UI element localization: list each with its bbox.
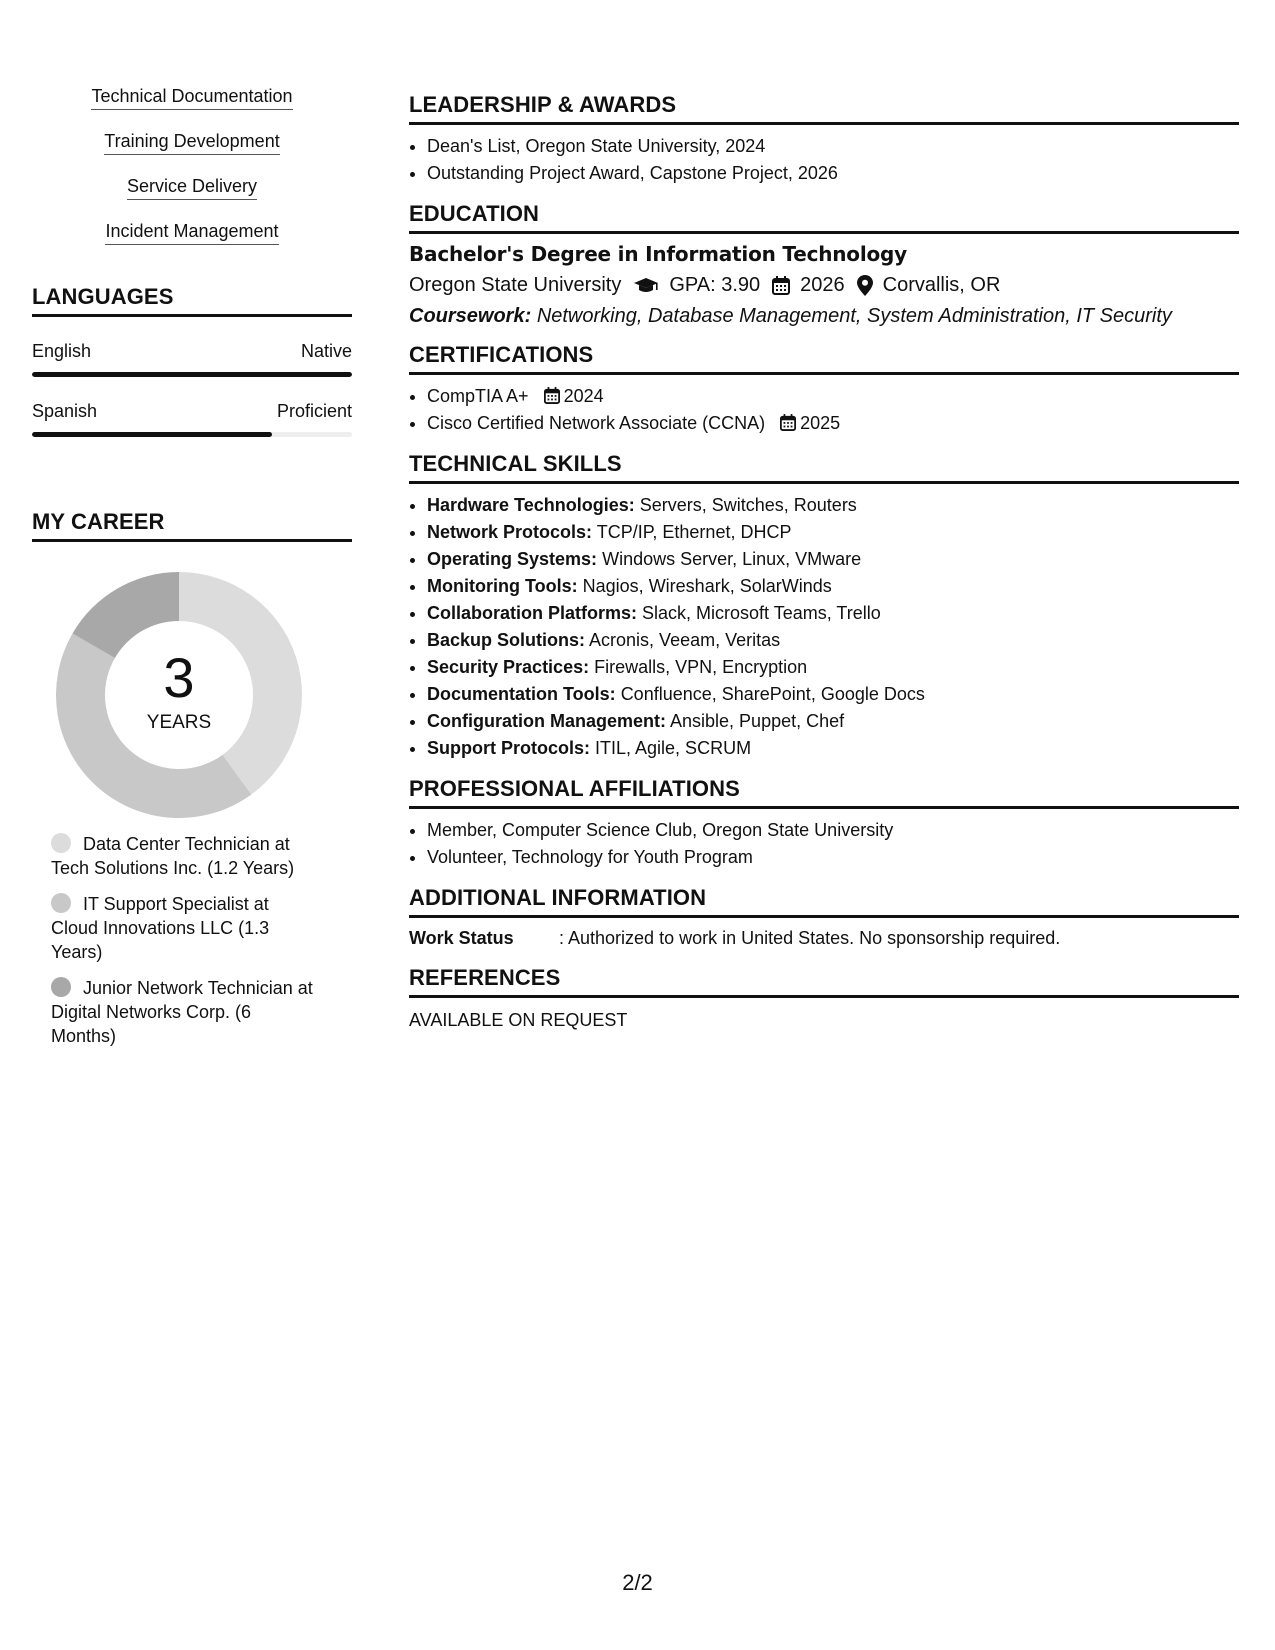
skill-value: Firewalls, VPN, Encryption: [594, 657, 808, 677]
school-name: Oregon State University: [409, 274, 622, 296]
skill-list: [32, 86, 352, 266]
skill-value: Ansible, Puppet, Chef: [670, 711, 845, 731]
languages-heading: LANGUAGES: [32, 284, 352, 317]
work-status-value: : Authorized to work in United States. No sponsorship required.: [559, 928, 1061, 948]
graduation-cap-icon: [633, 277, 659, 295]
coursework: [409, 305, 1239, 328]
list-item: [427, 492, 1239, 519]
skill-item[interactable]: Incident Management: [105, 221, 278, 245]
education-meta: [409, 274, 1239, 297]
skill-label: Documentation Tools:: [427, 684, 616, 704]
list-item: [427, 681, 1239, 708]
page-number: 2/2: [622, 1570, 653, 1595]
career-total: 3: [163, 646, 195, 709]
legend-label: IT Support Specialist at Cloud Innovations LLC (1.3 Years): [51, 894, 270, 962]
list-item: [427, 546, 1239, 573]
skill-label: Monitoring Tools:: [427, 576, 578, 596]
list-item: [427, 708, 1239, 735]
right-column: [409, 92, 1239, 1031]
language-english: [32, 341, 352, 377]
coursework-label: Coursework:: [409, 305, 532, 327]
list-item: [427, 410, 1239, 437]
coursework-value: Networking, Database Management, System Administration, IT Security: [536, 305, 1172, 327]
skill-label: Network Protocols:: [427, 522, 593, 542]
skill-value: Nagios, Wireshark, SolarWinds: [582, 576, 832, 596]
language-spanish: [32, 401, 352, 437]
skill-item[interactable]: Service Delivery: [127, 176, 257, 200]
legend-item: [51, 976, 316, 1048]
career-chart: [32, 572, 352, 832]
list-item: [427, 573, 1239, 600]
list-item: • Dean's List, Oregon State University, 2024: [427, 133, 1239, 160]
skill-value: TCP/IP, Ethernet, DHCP: [596, 522, 792, 542]
skill-value: Servers, Switches, Routers: [639, 495, 857, 515]
skill-label: Security Practices:: [427, 657, 590, 677]
skill-value: Slack, Microsoft Teams, Trello: [642, 603, 881, 623]
legend-item: [51, 892, 316, 964]
legend-label: Data Center Technician at Tech Solutions Inc. (1.2 Years): [51, 834, 295, 878]
legend-dot: [51, 893, 71, 913]
skill-value: Confluence, SharePoint, Google Docs: [620, 684, 925, 704]
technical-skills-list: [409, 492, 1239, 762]
leadership-heading: LEADERSHIP & AWARDS: [409, 92, 1239, 125]
skill-value: Windows Server, Linux, VMware: [602, 549, 862, 569]
references-text: AVAILABLE ON REQUEST: [409, 1010, 628, 1030]
legend-dot: [51, 833, 71, 853]
cert-year: 2024: [563, 386, 604, 406]
cert-year: 2025: [800, 413, 841, 433]
cert-name: Cisco Certified Network Associate (CCNA): [427, 413, 766, 433]
list-item: [427, 519, 1239, 546]
calendar-icon: [772, 276, 790, 295]
leadership-list: [409, 133, 1239, 187]
affiliations-list: [409, 817, 1239, 871]
list-item: [427, 654, 1239, 681]
career-heading: MY CAREER: [32, 509, 352, 542]
graduation-year: 2026: [800, 274, 845, 296]
language-name: Spanish: [32, 401, 98, 421]
certifications-heading: CERTIFICATIONS: [409, 342, 1239, 375]
list-item: [427, 600, 1239, 627]
list-item: • Volunteer, Technology for Youth Program: [427, 844, 1239, 871]
skill-value: Acronis, Veeam, Veritas: [589, 630, 781, 650]
skill-label: Collaboration Platforms:: [427, 603, 638, 623]
left-column: [32, 86, 352, 1060]
skill-item[interactable]: Technical Documentation: [91, 86, 292, 110]
education-heading: EDUCATION: [409, 201, 1239, 234]
location-pin-icon: [857, 275, 873, 296]
location: Corvallis, OR: [882, 274, 1001, 296]
language-bar: [32, 372, 352, 377]
legend-item: [51, 832, 316, 880]
skill-label: Hardware Technologies:: [427, 495, 635, 515]
list-item: [427, 735, 1239, 762]
career-unit: YEARS: [146, 712, 212, 733]
legend-label: Junior Network Technician at Digital Networks Corp. (6 Months): [51, 978, 313, 1046]
affiliations-heading: PROFESSIONAL AFFILIATIONS: [409, 776, 1239, 809]
work-status-label: Work Status: [409, 928, 514, 948]
language-level: Proficient: [276, 401, 352, 421]
list-item: [427, 627, 1239, 654]
language-name: English: [32, 341, 92, 361]
gpa: GPA: 3.90: [669, 274, 761, 296]
skill-label: Operating Systems:: [427, 549, 598, 569]
language-bar-fill: [32, 372, 352, 377]
calendar-icon: [780, 414, 796, 431]
additional-info-heading: ADDITIONAL INFORMATION: [409, 885, 1239, 918]
degree-title: Bachelor's Degree in Information Technology: [409, 242, 907, 266]
skill-item[interactable]: Training Development: [104, 131, 279, 155]
legend-dot: [51, 977, 71, 997]
references-heading: REFERENCES: [409, 965, 1239, 998]
cert-name: CompTIA A+: [427, 386, 529, 406]
career-legend: [51, 832, 316, 1048]
technical-skills-heading: TECHNICAL SKILLS: [409, 451, 1239, 484]
language-bar-fill: [32, 432, 272, 437]
list-item: • Outstanding Project Award, Capstone Project, 2026: [427, 160, 1239, 187]
work-status: [409, 928, 1239, 949]
skill-label: Configuration Management:: [427, 711, 666, 731]
list-item: • Member, Computer Science Club, Oregon State University: [427, 817, 1239, 844]
certifications-list: [409, 383, 1239, 437]
skill-label: Backup Solutions:: [427, 630, 586, 650]
language-level: Native: [300, 341, 352, 361]
calendar-icon: [544, 387, 560, 404]
skill-label: Support Protocols:: [427, 738, 590, 758]
list-item: [427, 383, 1239, 410]
skill-value: ITIL, Agile, SCRUM: [595, 738, 752, 758]
language-bar: [32, 432, 352, 437]
